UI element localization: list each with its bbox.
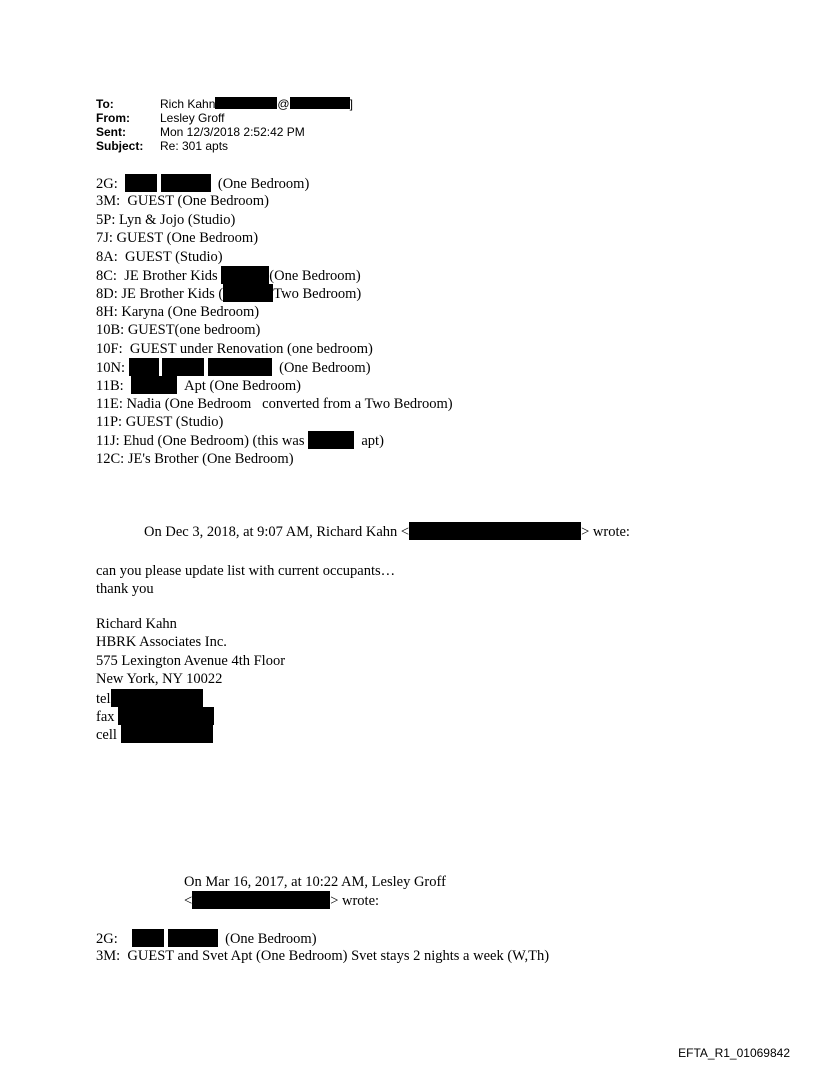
email-at: @ [277, 97, 290, 111]
quote-intro: On Dec 3, 2018, at 9:07 AM, Richard Kahn < [144, 524, 410, 540]
list-item [96, 192, 453, 210]
unit-text-after: Apt (One Bedroom) [184, 378, 301, 395]
unit-label: 8A: [96, 248, 118, 265]
redaction [132, 929, 164, 947]
unit-text: Karyna (One Bedroom) [121, 303, 260, 320]
unit-text: Nadia (One Bedroom converted from a Two Bedroom) [126, 395, 453, 412]
unit-text: JE Brother Kids ( [121, 286, 224, 303]
unit-label: 8C: [96, 267, 117, 284]
unit-text-after: apt) [361, 433, 384, 450]
unit-text-after: (One Bedroom) [279, 359, 371, 376]
unit-text: GUEST under Renovation (one bedroom) [129, 340, 373, 357]
fax-label: fax [96, 708, 115, 725]
unit-text: GUEST (One Bedroom) [116, 230, 259, 247]
unit-text: GUEST(one bedroom) [127, 322, 261, 339]
apartment-list [96, 174, 453, 468]
unit-label: 11B: [96, 378, 124, 395]
signature [96, 615, 285, 744]
from-row [96, 111, 353, 125]
unit-label: 11J: [96, 433, 120, 450]
unit-label: 2G: [96, 176, 118, 192]
list-item [96, 413, 453, 431]
list-item [96, 303, 453, 321]
redaction [121, 725, 213, 743]
list-item [96, 211, 453, 229]
list-item [96, 376, 453, 394]
unit-text: JE Brother Kids [124, 267, 218, 284]
angle-open: < [184, 893, 193, 910]
list-item [96, 340, 453, 358]
redaction [221, 266, 269, 284]
unit-text-after: (One Bedroom) [269, 267, 361, 284]
unit-label: 7J: [96, 230, 113, 247]
sig-fax [96, 707, 285, 725]
unit-label: 2G: [96, 931, 118, 947]
list-item: 3M: GUEST and Svet Apt (One Bedroom) Svet stays 2 nights a week (W,Th) [96, 948, 550, 965]
unit-label: 3M: [96, 193, 121, 210]
sig-tel [96, 689, 285, 707]
redaction [168, 929, 218, 947]
subject-value: Re: 301 apts [160, 139, 229, 153]
unit-text: GUEST (Studio) [125, 248, 223, 265]
unit-text: Lyn & Jojo (Studio) [118, 211, 236, 228]
unit-text: JE's Brother (One Bedroom) [127, 450, 294, 467]
sent-label: Sent: [96, 125, 126, 139]
list-item [96, 248, 453, 266]
redaction [409, 522, 581, 540]
unit-text: (One Bedroom) [217, 176, 310, 192]
sig-name: Richard Kahn [96, 616, 177, 632]
document-id: EFTA_R1_01069842 [678, 1046, 790, 1060]
list-item [96, 284, 453, 302]
to-value: Rich Kahn [160, 97, 216, 111]
list-item [96, 450, 453, 468]
unit-text: GUEST (One Bedroom) [127, 193, 269, 210]
redaction [111, 689, 203, 707]
to-row [96, 97, 353, 111]
redaction [129, 358, 159, 376]
from-value: Lesley Groff [160, 111, 225, 125]
list-item [96, 229, 453, 247]
subject-label: Subject: [96, 139, 144, 153]
email-close: ] [349, 97, 353, 111]
redaction [118, 707, 214, 725]
quote-intro-end: > wrote: [330, 893, 380, 910]
list-item [96, 174, 453, 192]
redaction [208, 358, 272, 376]
subject-row [96, 139, 353, 153]
cell-label: cell [96, 727, 117, 744]
unit-label: 8H: [96, 303, 118, 320]
unit-text: Ehud (One Bedroom) (this was [123, 433, 305, 450]
list-item [96, 929, 549, 947]
unit-label: 11P: [96, 414, 123, 431]
redaction [223, 284, 273, 302]
body-line: can you please update list with current occupants… [96, 563, 396, 579]
list-item [96, 321, 453, 339]
quote1-intro [144, 522, 630, 541]
quote2-intro [184, 873, 446, 910]
quote1-body [96, 562, 395, 599]
quote-intro-end: > wrote: [581, 524, 630, 540]
unit-label: 10B: [96, 322, 125, 339]
quote-intro: On Mar 16, 2017, at 10:22 AM, Lesley Groff [184, 874, 446, 890]
sig-address: 575 Lexington Avenue 4th Floor [96, 652, 286, 669]
unit-text-after: Two Bedroom) [273, 286, 362, 303]
unit-text: GUEST (Studio) [125, 414, 224, 431]
sig-city: New York, NY 10022 [96, 671, 223, 688]
unit-label: 12C: [96, 450, 125, 467]
redaction [131, 376, 177, 394]
sent-row [96, 125, 353, 139]
from-label: From: [96, 111, 130, 125]
unit-label: 11E: [96, 395, 123, 412]
redaction [125, 174, 157, 192]
redaction [161, 174, 211, 192]
redaction [162, 358, 204, 376]
email-header [96, 97, 353, 153]
unit-label: 5P: [96, 211, 116, 228]
redaction [308, 431, 354, 449]
list-item [96, 395, 453, 413]
unit-label: 10N: [96, 359, 125, 376]
sent-value: Mon 12/3/2018 2:52:42 PM [160, 125, 305, 139]
body-line: thank you [96, 581, 154, 598]
quote-intro-2 [184, 891, 446, 909]
to-label: To: [96, 97, 114, 111]
unit-label: 8D: [96, 286, 118, 303]
list-item [96, 266, 453, 284]
list-item [96, 431, 453, 449]
redaction [192, 891, 330, 909]
redaction [215, 97, 277, 109]
redaction [290, 97, 350, 109]
unit-label: 10F: [96, 340, 123, 357]
unit-text-after: (One Bedroom) [225, 931, 317, 947]
quote2-body [96, 929, 549, 966]
list-item [96, 358, 453, 376]
sig-company: HBRK Associates Inc. [96, 634, 227, 651]
tel-label: tel [96, 690, 111, 707]
sig-cell [96, 725, 285, 743]
